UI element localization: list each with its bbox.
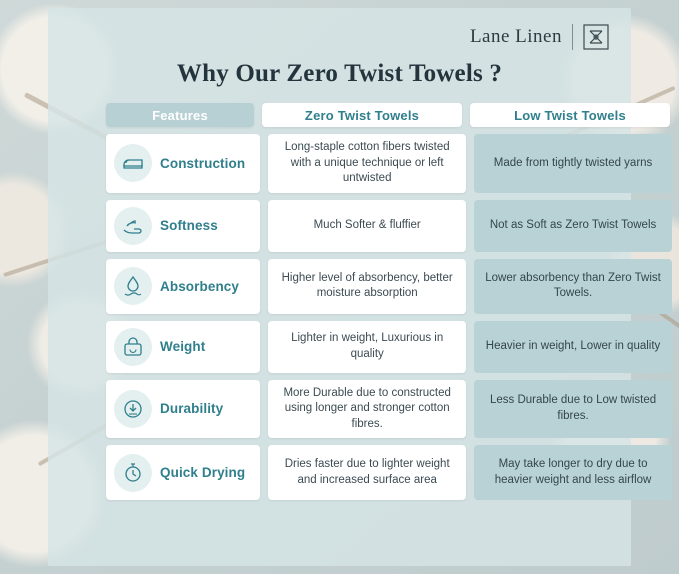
- column-header-features: Features: [106, 103, 254, 127]
- soft-hand-feather-icon: [114, 207, 152, 245]
- feature-cell-softness: [106, 200, 260, 252]
- brand-divider: [572, 24, 573, 50]
- knot-logo-icon: [583, 24, 609, 50]
- table-row: [106, 380, 672, 439]
- feature-label: Softness: [160, 218, 218, 234]
- low-twist-cell: Made from tightly twisted yarns: [474, 134, 672, 193]
- column-header-zero-twist: Zero Twist Towels: [262, 103, 462, 127]
- feature-label: Absorbency: [160, 278, 240, 294]
- brand-name: Lane Linen: [469, 26, 562, 47]
- content-panel: [48, 8, 661, 566]
- stopwatch-icon: [114, 454, 152, 492]
- water-drop-absorb-icon: [114, 267, 152, 305]
- zero-twist-cell: Lighter in weight, Luxurious in quality: [268, 321, 466, 373]
- feature-label: Durability: [160, 401, 224, 417]
- feature-cell-construction: [106, 134, 260, 193]
- low-twist-cell: May take longer to dry due to heavier weight and less airflow: [474, 445, 672, 500]
- folded-towel-icon: [114, 144, 152, 182]
- low-twist-cell: Heavier in weight, Lower in quality: [474, 321, 672, 373]
- page-title: Why Our Zero Twist Towels ?: [176, 60, 503, 87]
- comparison-table: [106, 103, 672, 507]
- low-twist-cell: Not as Soft as Zero Twist Towels: [474, 200, 672, 252]
- low-twist-cell: Lower absorbency than Zero Twist Towels.: [474, 259, 672, 314]
- zero-twist-cell: More Durable due to constructed using longer and stronger cotton fibres.: [268, 380, 466, 439]
- zero-twist-cell: Higher level of absorbency, better moisture absorption: [268, 259, 466, 314]
- feature-label: Construction: [160, 155, 246, 171]
- table-row: [106, 259, 672, 314]
- weighing-scale-icon: [114, 328, 152, 366]
- table-row: [106, 200, 672, 252]
- column-header-low-twist: Low Twist Towels: [470, 103, 670, 127]
- table-header-row: [106, 103, 672, 127]
- brand-lockup: [470, 24, 609, 50]
- feature-label: Quick Drying: [160, 465, 246, 481]
- zero-twist-cell: Dries faster due to lighter weight and increased surface area: [268, 445, 466, 500]
- table-row: [106, 321, 672, 373]
- table-row: [106, 445, 672, 500]
- feature-cell-quick-drying: [106, 445, 260, 500]
- zero-twist-cell: Much Softer & fluffier: [268, 200, 466, 252]
- table-row: [106, 134, 672, 193]
- durability-shield-arrow-icon: [114, 390, 152, 428]
- feature-label: Weight: [160, 339, 206, 355]
- low-twist-cell: Less Durable due to Low twisted fibres.: [474, 380, 672, 439]
- feature-cell-weight: [106, 321, 260, 373]
- feature-cell-absorbency: [106, 259, 260, 314]
- zero-twist-cell: Long-staple cotton fibers twisted with a unique technique or left untwisted: [268, 134, 466, 193]
- feature-cell-durability: [106, 380, 260, 439]
